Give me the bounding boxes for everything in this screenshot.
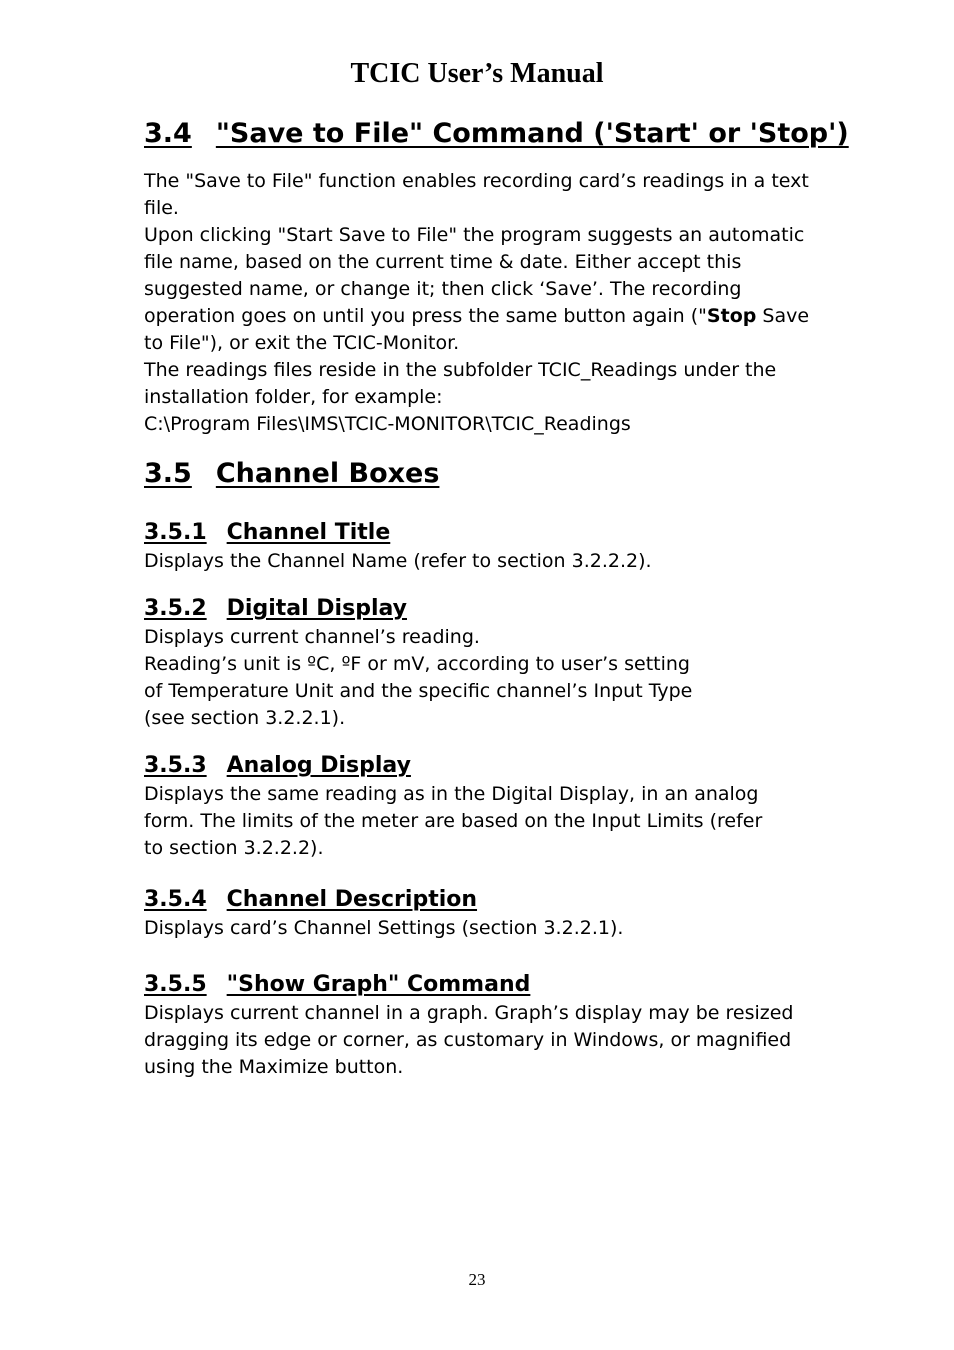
text-line: to section 3.2.2.2). [144, 837, 324, 859]
text-line: Displays the same reading as in the Digital Display, in an analog [144, 783, 759, 805]
subsection-3-5-2 [144, 594, 834, 732]
text-line: using the Maximize button. [144, 1056, 404, 1078]
subsection-3-5-4 [144, 885, 834, 942]
text-line: Displays card’s Channel Settings (section 3.2.2.1). [144, 917, 624, 939]
text-line: dragging its edge or corner, as customary in Windows, or magnified [144, 1029, 792, 1051]
section-number: 3.4 [144, 118, 192, 149]
subsection-number: 3.5.5 [144, 972, 207, 997]
page-content [144, 112, 849, 1100]
subsection-title: Channel Title [226, 520, 391, 545]
text-line: (see section 3.2.2.1). [144, 707, 346, 729]
page-number: 23 [468, 1270, 486, 1289]
subsection-3-5-1 [144, 518, 834, 575]
subsection-heading [144, 751, 834, 781]
paragraph: The readings files reside in the subfolder TCIC_Readings under the installation folder, for example: [144, 359, 777, 408]
section-number: 3.5 [144, 458, 192, 489]
subsection-title: Digital Display [226, 596, 407, 621]
subsection-heading [144, 885, 834, 915]
subsection-number: 3.5.4 [144, 887, 207, 912]
section-3-4-heading [144, 112, 849, 156]
bold-text: Stop [706, 305, 757, 327]
text-line: of Temperature Unit and the specific channel’s Input Type [144, 680, 693, 702]
page-header: TCIC User’s Manual [350, 58, 604, 89]
subsection-3-5-5 [144, 970, 834, 1081]
subsection-heading [144, 518, 834, 548]
text-line: Displays the Channel Name (refer to section 3.2.2.2). [144, 550, 652, 572]
subsection-title: "Show Graph" Command [226, 972, 531, 997]
subsection-number: 3.5.3 [144, 753, 207, 778]
text-line: Displays current channel in a graph. Graph’s display may be resized [144, 1002, 794, 1024]
text-line: Displays current channel’s reading. [144, 626, 480, 648]
subsection-title: Analog Display [226, 753, 411, 778]
subsection-3-5-3 [144, 751, 834, 862]
subsection-number: 3.5.1 [144, 520, 207, 545]
subsection-heading [144, 594, 834, 624]
paragraph-text: Upon clicking "Start Save to File" the program suggests an automatic file name, based on the current time & date. Either accept this suggested name, or change it; then click ‘Save’. The recording operation goes on until you press the same button again (" [144, 224, 805, 327]
subsection-title: Channel Description [226, 887, 478, 912]
folder-path: C:\Program Files\IMS\TCIC-MONITOR\TCIC_Readings [144, 413, 631, 435]
text-line: Reading’s unit is ºC, ºF or mV, according to user’s setting [144, 653, 690, 675]
subsection-heading [144, 970, 834, 1000]
subsection-number: 3.5.2 [144, 596, 207, 621]
section-3-5-heading [144, 452, 834, 496]
section-3-4-body [144, 168, 834, 438]
paragraph-text: Save to File"), or exit the TCIC-Monitor. [144, 305, 810, 354]
text-line: form. The limits of the meter are based on the Input Limits (refer [144, 810, 763, 832]
section-title: "Save to File" Command ('Start' or 'Stop') [215, 118, 849, 149]
paragraph: The "Save to File" function enables recording card’s readings in a text file. [144, 170, 809, 219]
paragraph [144, 222, 834, 357]
section-title: Channel Boxes [215, 458, 440, 489]
